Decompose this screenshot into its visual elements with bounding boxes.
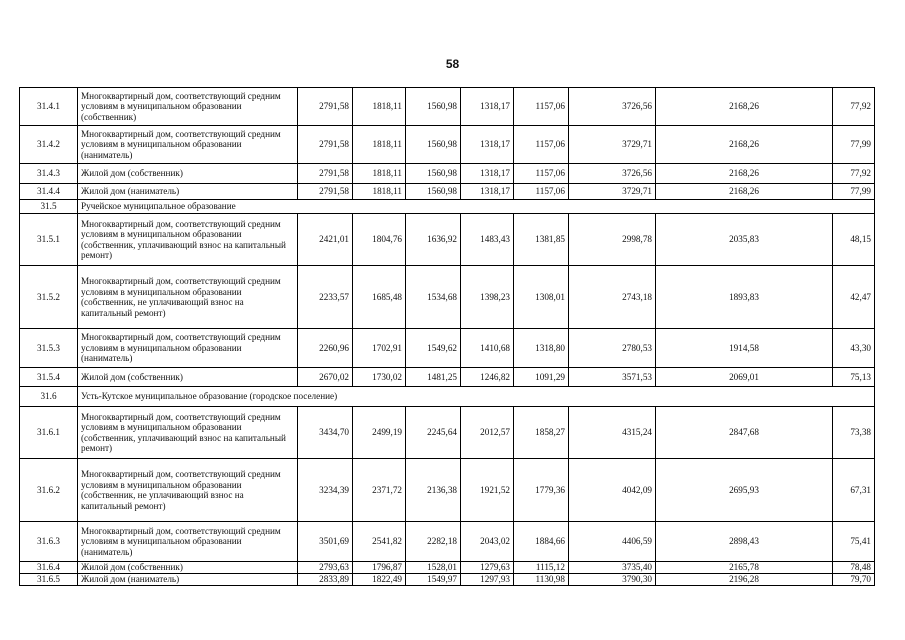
- table-row: [20, 214, 875, 266]
- table-row: [20, 368, 875, 387]
- cell-v7: 2168,26: [656, 164, 833, 184]
- row-name: Жилой дом (наниматель): [78, 574, 298, 586]
- cell-v3: 1549,97: [406, 574, 461, 586]
- cell-v7: 2165,78: [656, 562, 833, 574]
- cell-v1: 2260,96: [298, 329, 353, 368]
- table-row: [20, 522, 875, 562]
- cell-v3: 2282,18: [406, 522, 461, 562]
- cell-v6: 3729,71: [569, 184, 656, 200]
- cell-v5: 1381,85: [514, 214, 569, 266]
- cell-v7: 2168,26: [656, 126, 833, 164]
- row-code: 31.4.1: [20, 88, 78, 126]
- cell-v4: 1410,68: [461, 329, 514, 368]
- cell-v4: 1318,17: [461, 88, 514, 126]
- table-row: [20, 88, 875, 126]
- cell-v6: 3726,56: [569, 88, 656, 126]
- row-code: 31.4.3: [20, 164, 78, 184]
- cell-v2: 1702,91: [353, 329, 406, 368]
- cell-v1: 2233,57: [298, 266, 353, 329]
- cell-v5: 1318,80: [514, 329, 569, 368]
- cell-v2: 2541,82: [353, 522, 406, 562]
- cell-v5: 1779,36: [514, 459, 569, 522]
- cell-v4: 1246,82: [461, 368, 514, 387]
- cell-v4: 2012,57: [461, 407, 514, 459]
- cell-v4: 1398,23: [461, 266, 514, 329]
- section-row: [20, 387, 875, 407]
- cell-v3: 1560,98: [406, 164, 461, 184]
- cell-v2: 1804,76: [353, 214, 406, 266]
- cell-v3: 1560,98: [406, 184, 461, 200]
- cell-v8: 77,92: [833, 164, 875, 184]
- row-name: Жилой дом (наниматель): [78, 184, 298, 200]
- cell-v3: 2245,64: [406, 407, 461, 459]
- cell-v5: 1157,06: [514, 88, 569, 126]
- cell-v5: 1157,06: [514, 126, 569, 164]
- section-title: Усть-Кутское муниципальное образование (городское поселение): [78, 387, 875, 407]
- cell-v6: 4406,59: [569, 522, 656, 562]
- cell-v7: 2898,43: [656, 522, 833, 562]
- section-row: [20, 200, 875, 214]
- row-name: Многоквартирный дом, соответствующий средним условиям в муниципальном образовании (собственник, уплачивающий взнос на капитальный ремонт): [78, 214, 298, 266]
- cell-v8: 77,99: [833, 184, 875, 200]
- cell-v7: 1914,58: [656, 329, 833, 368]
- cell-v2: 1685,48: [353, 266, 406, 329]
- cell-v8: 75,13: [833, 368, 875, 387]
- cell-v7: 1893,83: [656, 266, 833, 329]
- cell-v2: 1730,02: [353, 368, 406, 387]
- cell-v4: 2043,02: [461, 522, 514, 562]
- cell-v1: 2421,01: [298, 214, 353, 266]
- cell-v8: 78,48: [833, 562, 875, 574]
- row-code: 31.5.2: [20, 266, 78, 329]
- row-name: Жилой дом (собственник): [78, 562, 298, 574]
- cell-v8: 75,41: [833, 522, 875, 562]
- cell-v6: 4315,24: [569, 407, 656, 459]
- row-name: Многоквартирный дом, соответствующий средним условиям в муниципальном образовании (собственник, уплачивающий взнос на капитальный ремонт): [78, 407, 298, 459]
- cell-v4: 1297,93: [461, 574, 514, 586]
- cell-v8: 73,38: [833, 407, 875, 459]
- cell-v6: 2998,78: [569, 214, 656, 266]
- cell-v3: 1528,01: [406, 562, 461, 574]
- tariff-table: [19, 87, 875, 586]
- cell-v3: 1636,92: [406, 214, 461, 266]
- table-row: [20, 126, 875, 164]
- row-name: Многоквартирный дом, соответствующий средним условиям в муниципальном образовании (наниматель): [78, 126, 298, 164]
- cell-v3: 1549,62: [406, 329, 461, 368]
- cell-v3: 2136,38: [406, 459, 461, 522]
- cell-v2: 2371,72: [353, 459, 406, 522]
- cell-v1: 2833,89: [298, 574, 353, 586]
- cell-v5: 1308,01: [514, 266, 569, 329]
- cell-v7: 2035,83: [656, 214, 833, 266]
- cell-v3: 1560,98: [406, 88, 461, 126]
- cell-v8: 79,70: [833, 574, 875, 586]
- row-name: Жилой дом (собственник): [78, 368, 298, 387]
- row-code: 31.4.2: [20, 126, 78, 164]
- cell-v6: 3729,71: [569, 126, 656, 164]
- row-name: Жилой дом (собственник): [78, 164, 298, 184]
- table-body: [20, 88, 875, 586]
- row-code: 31.4.4: [20, 184, 78, 200]
- row-code: 31.5.4: [20, 368, 78, 387]
- table-row: [20, 266, 875, 329]
- cell-v4: 1318,17: [461, 184, 514, 200]
- cell-v3: 1534,68: [406, 266, 461, 329]
- cell-v1: 3501,69: [298, 522, 353, 562]
- cell-v1: 2791,58: [298, 88, 353, 126]
- cell-v7: 2196,28: [656, 574, 833, 586]
- cell-v7: 2695,93: [656, 459, 833, 522]
- cell-v6: 3726,56: [569, 164, 656, 184]
- row-code: 31.6: [20, 387, 78, 407]
- cell-v5: 1858,27: [514, 407, 569, 459]
- cell-v8: 77,99: [833, 126, 875, 164]
- row-code: 31.6.5: [20, 574, 78, 586]
- row-code: 31.6.3: [20, 522, 78, 562]
- cell-v1: 2791,58: [298, 164, 353, 184]
- row-code: 31.5: [20, 200, 78, 214]
- row-code: 31.6.1: [20, 407, 78, 459]
- table-row: [20, 184, 875, 200]
- page-number: 58: [445, 57, 460, 71]
- cell-v2: 1796,87: [353, 562, 406, 574]
- row-code: 31.6.2: [20, 459, 78, 522]
- row-code: 31.6.4: [20, 562, 78, 574]
- cell-v5: 1091,29: [514, 368, 569, 387]
- cell-v7: 2168,26: [656, 88, 833, 126]
- cell-v3: 1481,25: [406, 368, 461, 387]
- cell-v4: 1921,52: [461, 459, 514, 522]
- section-title: Ручейское муниципальное образование: [78, 200, 875, 214]
- cell-v5: 1157,06: [514, 164, 569, 184]
- cell-v5: 1130,98: [514, 574, 569, 586]
- row-name: Многоквартирный дом, соответствующий средним условиям в муниципальном образовании (собственник, не уплачивающий взнос на капитальный ремонт): [78, 459, 298, 522]
- cell-v6: 3571,53: [569, 368, 656, 387]
- cell-v5: 1157,06: [514, 184, 569, 200]
- cell-v7: 2847,68: [656, 407, 833, 459]
- cell-v8: 77,92: [833, 88, 875, 126]
- cell-v3: 1560,98: [406, 126, 461, 164]
- cell-v6: 2743,18: [569, 266, 656, 329]
- row-code: 31.5.3: [20, 329, 78, 368]
- cell-v6: 3735,40: [569, 562, 656, 574]
- cell-v7: 2168,26: [656, 184, 833, 200]
- cell-v1: 2670,02: [298, 368, 353, 387]
- cell-v2: 1818,11: [353, 88, 406, 126]
- cell-v8: 48,15: [833, 214, 875, 266]
- cell-v6: 2780,53: [569, 329, 656, 368]
- cell-v4: 1279,63: [461, 562, 514, 574]
- cell-v4: 1318,17: [461, 126, 514, 164]
- cell-v8: 43,30: [833, 329, 875, 368]
- cell-v1: 3234,39: [298, 459, 353, 522]
- row-name: Многоквартирный дом, соответствующий средним условиям в муниципальном образовании (собственник, не уплачивающий взнос на капитальный ремонт): [78, 266, 298, 329]
- cell-v6: 3790,30: [569, 574, 656, 586]
- cell-v6: 4042,09: [569, 459, 656, 522]
- table-row: [20, 407, 875, 459]
- table-row: [20, 562, 875, 574]
- cell-v5: 1115,12: [514, 562, 569, 574]
- cell-v7: 2069,01: [656, 368, 833, 387]
- cell-v5: 1884,66: [514, 522, 569, 562]
- cell-v2: 1818,11: [353, 164, 406, 184]
- table-row: [20, 459, 875, 522]
- row-name: Многоквартирный дом, соответствующий средним условиям в муниципальном образовании (наниматель): [78, 329, 298, 368]
- table-row: [20, 574, 875, 586]
- cell-v1: 2791,58: [298, 184, 353, 200]
- table-row: [20, 329, 875, 368]
- table-row: [20, 164, 875, 184]
- row-code: 31.5.1: [20, 214, 78, 266]
- cell-v1: 3434,70: [298, 407, 353, 459]
- cell-v8: 42,47: [833, 266, 875, 329]
- cell-v2: 2499,19: [353, 407, 406, 459]
- cell-v1: 2791,58: [298, 126, 353, 164]
- cell-v2: 1818,11: [353, 184, 406, 200]
- cell-v8: 67,31: [833, 459, 875, 522]
- row-name: Многоквартирный дом, соответствующий средним условиям в муниципальном образовании (наниматель): [78, 522, 298, 562]
- cell-v4: 1483,43: [461, 214, 514, 266]
- cell-v2: 1818,11: [353, 126, 406, 164]
- cell-v2: 1822,49: [353, 574, 406, 586]
- cell-v4: 1318,17: [461, 164, 514, 184]
- row-name: Многоквартирный дом, соответствующий средним условиям в муниципальном образовании (собственник): [78, 88, 298, 126]
- cell-v1: 2793,63: [298, 562, 353, 574]
